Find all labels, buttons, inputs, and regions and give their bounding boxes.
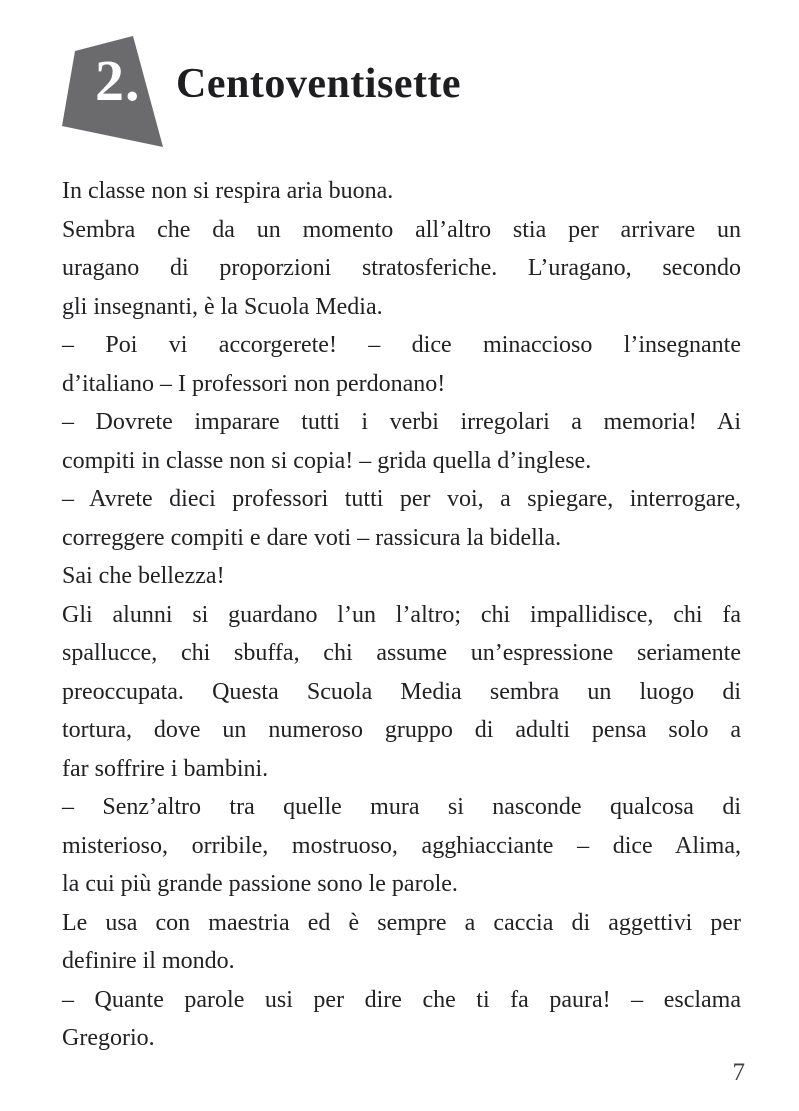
text-line: Gli alunni si guardano l’un l’altro; chi impallidisce, chi fa (62, 601, 741, 628)
text-line: definire il mondo. (62, 948, 235, 974)
text-line: uragano di proporzioni stratosferiche. L’uragano, secondo (62, 255, 741, 281)
chapter-title: Centoventisette (176, 61, 462, 107)
text-line: Sai che bellezza! (62, 563, 225, 589)
text-line: – Dovrete imparare tutti i verbi irregolari a memoria! Ai (62, 409, 741, 435)
page-body (62, 172, 741, 1058)
text-line: far soffrire i bambini. (62, 755, 269, 782)
paragraph (62, 211, 741, 327)
paragraph (62, 981, 741, 1058)
text-line: In classe non si respira aria buona. (62, 178, 394, 204)
text-line: Gregorio. (62, 1025, 155, 1051)
text-line: correggere compiti e dare voti – rassicura la bidella. (62, 524, 562, 551)
paragraph (62, 326, 741, 403)
text-line: spallucce, chi sbuffa, chi assume un’espressione seriamente (62, 640, 741, 666)
text-line: – Poi vi accorgerete! – dice minaccioso l’insegnante (62, 332, 741, 358)
text-line: gli insegnanti, è la Scuola Media. (62, 293, 383, 320)
page-number: 7 (732, 1059, 745, 1086)
text-line: – Quante parole usi per dire che ti fa paura! – esclama (62, 986, 741, 1013)
paragraph (62, 788, 741, 904)
paragraph (62, 480, 741, 557)
paragraph (62, 172, 741, 211)
text-line: preoccupata. Questa Scuola Media sembra un luogo di (62, 678, 741, 705)
paragraph (62, 403, 741, 480)
chapter-number-badge (62, 36, 163, 148)
paragraph (62, 557, 741, 596)
text-line: compiti in classe non si copia! – grida quella d’inglese. (62, 447, 592, 474)
text-line: d’italiano – I professori non perdonano! (62, 370, 446, 397)
paragraph (62, 596, 741, 789)
text-line: – Avrete dieci professori tutti per voi, a spiegare, interrogare, (62, 486, 741, 512)
text-line: Le usa con maestria ed è sempre a caccia di aggettivi per (62, 909, 741, 936)
text-line: Sembra che da un momento all’altro stia per arrivare un (62, 216, 741, 243)
text-line: – Senz’altro tra quelle mura si nasconde qualcosa di (62, 794, 741, 820)
paragraph (62, 904, 741, 981)
text-line: la cui più grande passione sono le parole. (62, 871, 458, 897)
text-line: misterioso, orribile, mostruoso, agghiacciante – dice Alima, (62, 832, 741, 859)
chapter-number: 2. (95, 48, 141, 113)
text-line: tortura, dove un numeroso gruppo di adulti pensa solo a (62, 717, 741, 743)
